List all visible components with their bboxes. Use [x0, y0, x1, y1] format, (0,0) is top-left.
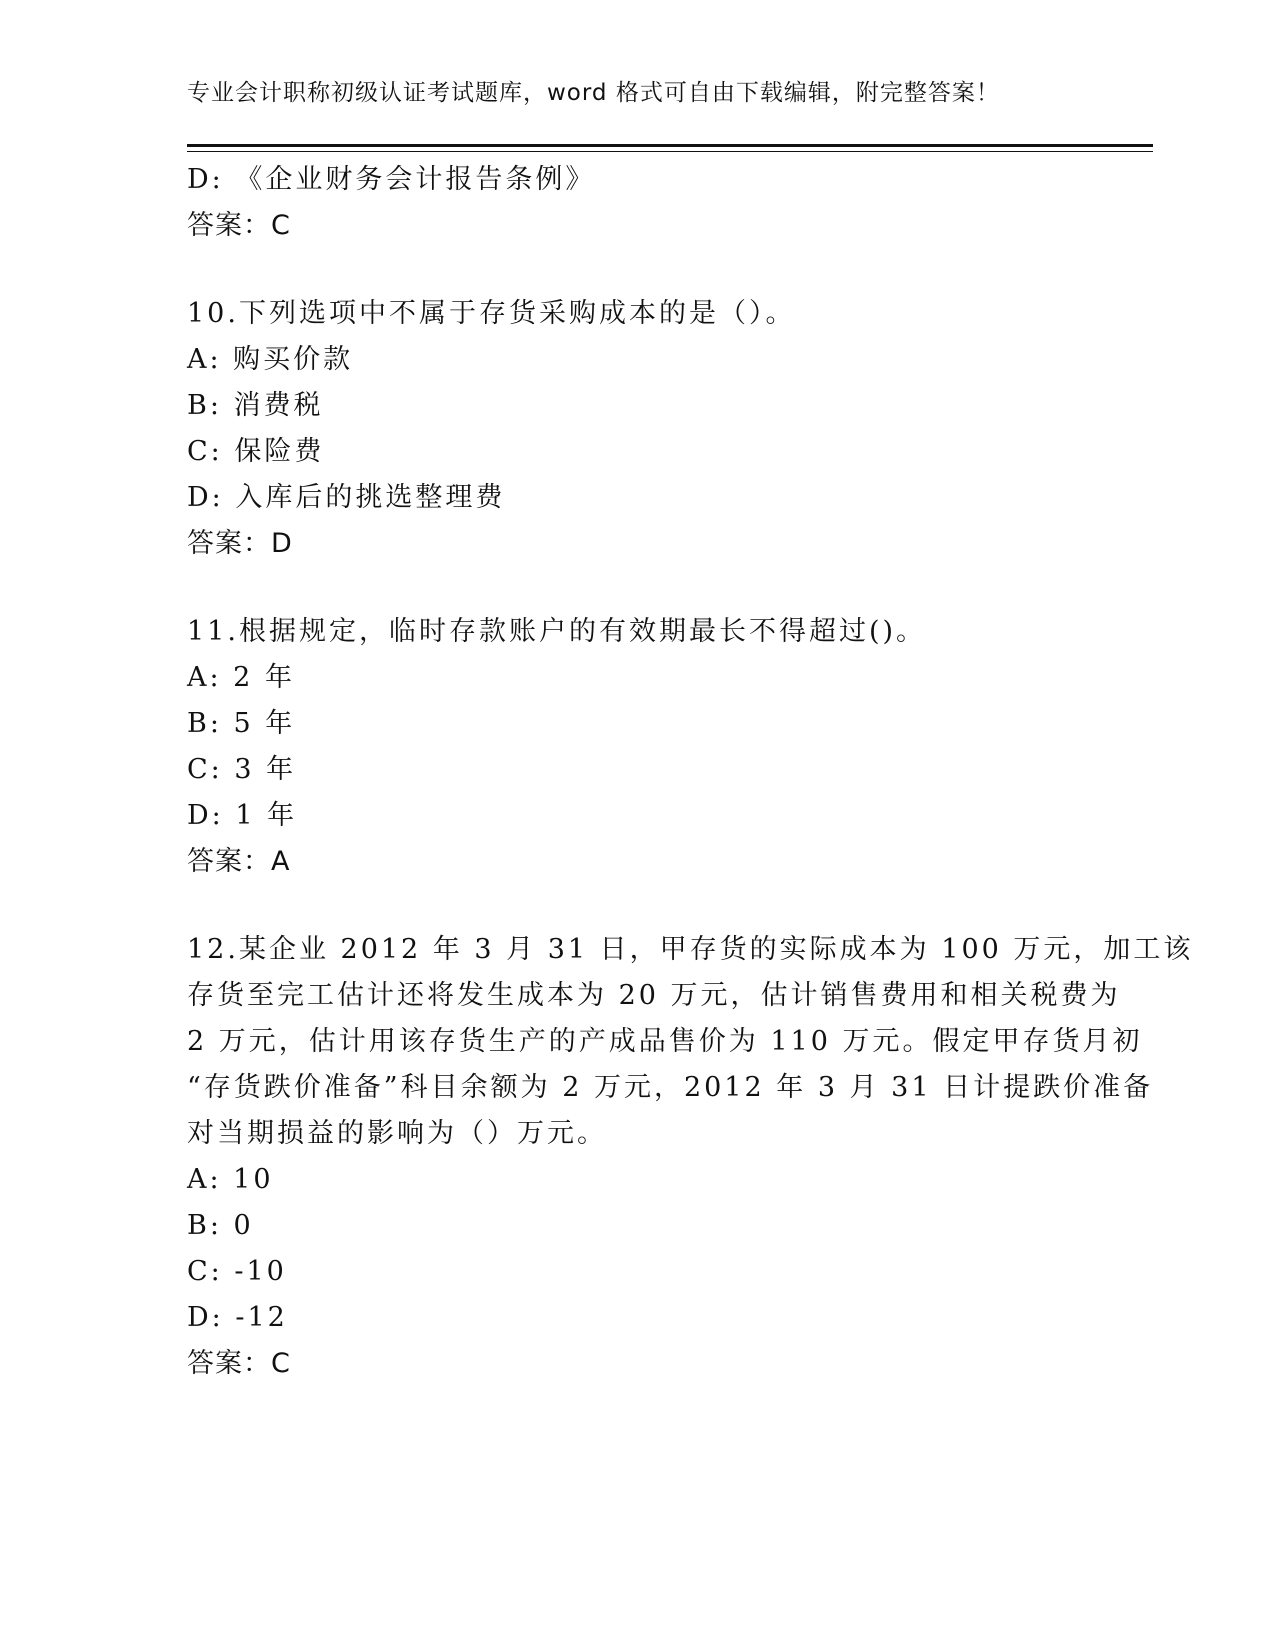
option-c: C: 保险费 [187, 436, 325, 467]
header-rule-thick [187, 144, 1153, 147]
option-d: D: 《企业财务会计报告条例》 [187, 164, 596, 195]
option-a: A: 购买价款 [187, 344, 354, 375]
question-stem: 11.根据规定，临时存款账户的有效期最长不得超过()。 [187, 616, 927, 647]
question-10 [187, 291, 1087, 567]
answer: 答案：C [187, 1348, 291, 1379]
answer: 答案：D [187, 528, 293, 559]
answer: 答案：A [187, 846, 291, 877]
option-c: C: 3 年 [187, 754, 297, 785]
question-stem: 10.下列选项中不属于存货采购成本的是（）。 [187, 298, 796, 329]
question-stem-line: 12.某企业 2012 年 3 月 31 日，甲存货的实际成本为 100 万元，加工该 [187, 934, 1194, 965]
question-stem-line: 2 万元，估计用该存货生产的产成品售价为 110 万元。假定甲存货月初 [187, 1026, 1143, 1057]
option-b: B: 5 年 [187, 708, 296, 739]
question-12 [187, 927, 1194, 1387]
header-rule-thin [187, 151, 1153, 152]
option-d: D: -12 [187, 1302, 288, 1333]
answer: 答案：C [187, 210, 291, 241]
option-a: A: 2 年 [187, 662, 295, 693]
option-a: A: 10 [187, 1164, 274, 1195]
option-d: D: 入库后的挑选整理费 [187, 482, 506, 513]
question-stem [187, 927, 1194, 1157]
question-9-tail [187, 157, 1087, 249]
option-b: B: 消费税 [187, 390, 324, 421]
document-body [187, 157, 1194, 1387]
question-stem-line: 对当期损益的影响为（）万元。 [187, 1118, 607, 1149]
question-stem-line: 存货至完工估计还将发生成本为 20 万元，估计销售费用和相关税费为 [187, 980, 1121, 1011]
page-header: 专业会计职称初级认证考试题库，word 格式可自由下载编辑，附完整答案！ [187, 80, 1000, 106]
option-c: C: -10 [187, 1256, 287, 1287]
option-b: B: 0 [187, 1210, 254, 1241]
option-d: D: 1 年 [187, 800, 298, 831]
question-11 [187, 609, 1087, 885]
question-stem-line: “存货跌价准备”科目余额为 2 万元，2012 年 3 月 31 日计提跌价准备 [187, 1072, 1154, 1103]
